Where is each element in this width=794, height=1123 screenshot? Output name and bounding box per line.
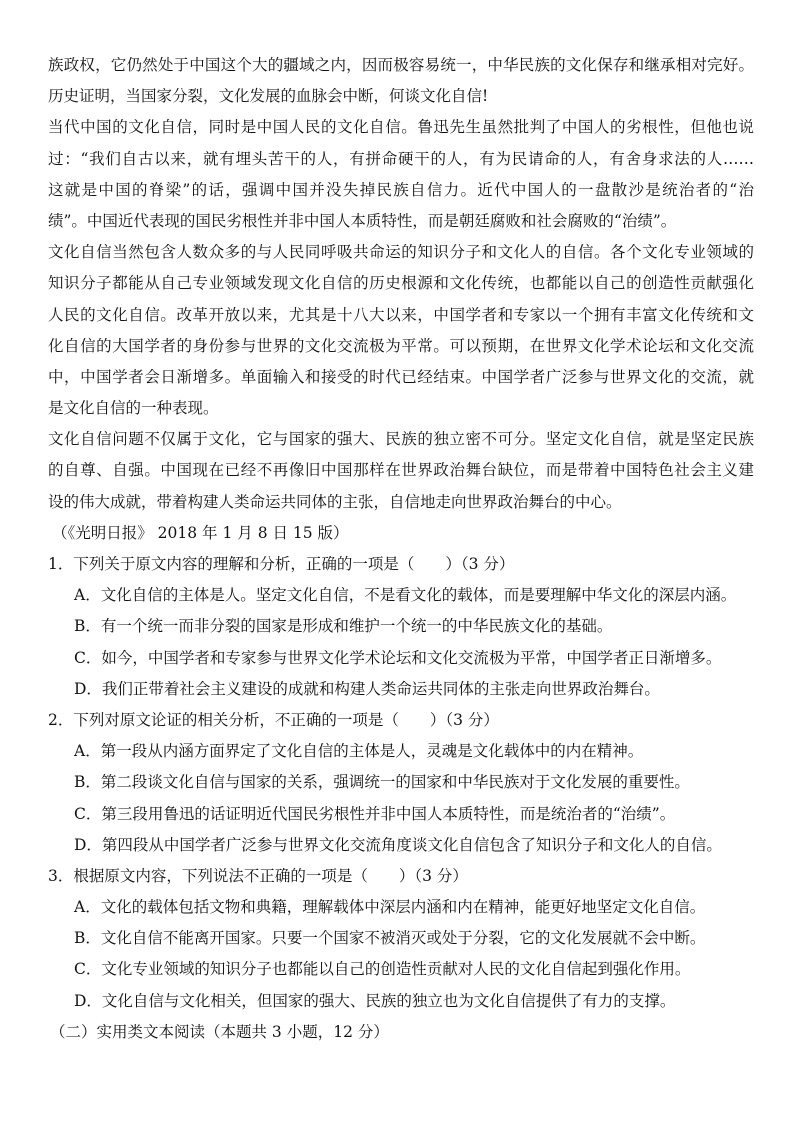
question-2-option-b[interactable]: B．第二段谈文化自信与国家的关系，强调统一的国家和中华民族对于文化发展的重要性。 — [74, 773, 690, 792]
passage-line: 中，中国学者会日渐增多。单面输入和接受的时代已经结束。中国学者广泛参与世界文化的交流，就 — [48, 367, 754, 386]
question-2-option-d[interactable]: D．第四段从中国学者广泛参与世界文化交流角度谈文化自信包含了知识分子和文化人的自信。 — [74, 835, 722, 854]
question-3-option-a[interactable]: A．文化的载体包括文物和典籍，理解载体中深层内涵和内在精神，能更好地坚定文化自信。 — [74, 898, 706, 917]
passage-line: 设的伟大成就，带着构建人类命运共同体的主张，自信地走向世界政治舞台的中心。 — [48, 492, 622, 511]
passage-line: 历史证明，当国家分裂，文化发展的血脉会中断，何谈文化自信! — [48, 87, 489, 106]
question-2-option-c[interactable]: C．第三段用鲁迅的话证明近代国民劣根性并非中国人本质特性，而是统治者的“治绩”。 — [74, 804, 676, 823]
question-1-option-c[interactable]: C．如今，中国学者和专家参与世界文化学术论坛和文化交流极为平常，中国学者正日渐增多。 — [74, 648, 722, 667]
question-3-option-d[interactable]: D．文化自信与文化相关，但国家的强大、民族的独立也为文化自信提供了有力的支撑。 — [74, 991, 676, 1010]
question-2-option-a[interactable]: A．第一段从内涵方面界定了文化自信的主体是人，灵魂是文化载体中的内在精神。 — [74, 742, 644, 761]
question-3-option-c[interactable]: C．文化专业领域的知识分子也都能以自己的创造性贡献对人民的文化自信起到强化作用。 — [74, 960, 691, 979]
passage-line: 过：“我们自古以来，就有埋头苦干的人，有拼命硬干的人，有为民请命的人，有舍身求法的人…… — [48, 149, 754, 168]
passage-line: 这就是中国的脊梁”的话，强调中国并没失掉民族自信力。近代中国人的一盘散沙是统治者的“治 — [48, 180, 754, 199]
section-heading: （二）实用类文本阅读（本题共 3 小题，12 分） — [50, 1022, 389, 1041]
passage-line: 绩”。中国近代表现的国民劣根性并非中国人本质特性，而是朝廷腐败和社会腐败的“治绩”。 — [48, 211, 677, 230]
passage-line: 族政权，它仍然处于中国这个大的疆域之内，因而极容易统一，中华民族的文化保存和继承相对完好。 — [48, 56, 754, 74]
question-stem-2: 2．下列对原文论证的相关分析，不正确的一项是（ ）（3 分） — [48, 710, 499, 729]
passage-line: 的自尊、自强。中国现在已经不再像旧中国那样在世界政治舞台缺位，而是带着中国特色社会主义建 — [48, 461, 754, 480]
passage-line: 知识分子都能从自己专业领域发现文化自信的历史根源和文化传统，也都能以自己的创造性贡献强化 — [48, 274, 754, 293]
passage-line: 是文化自信的一种表现。 — [48, 399, 219, 418]
passage-line: 当代中国的文化自信，同时是中国人民的文化自信。鲁迅先生虽然批判了中国人的劣根性，但他也说 — [48, 118, 754, 137]
question-stem-1: 1．下列关于原文内容的理解和分析，正确的一项是（ ）（3 分） — [48, 555, 515, 573]
passage-source: （《光明日报》 2018 年 1 月 8 日 15 版） — [52, 523, 349, 542]
passage-line: 人民的文化自信。改革开放以来，尤其是十八大以来，中国学者和专家以一个拥有丰富文化传统和文 — [48, 305, 754, 324]
passage-line: 文化自信当然包含人数众多的与人民同呼吸共命运的知识分子和文化人的自信。各个文化专业领域的 — [48, 243, 754, 262]
question-1-option-a[interactable]: A．文化自信的主体是人。坚定文化自信，不是看文化的载体，而是要理解中华文化的深层内涵。 — [74, 586, 737, 605]
question-1-option-d[interactable]: D．我们正带着社会主义建设的成就和构建人类命运共同体的主张走向世界政治舞台。 — [74, 679, 660, 698]
passage-line: 文化自信问题不仅属于文化，它与国家的强大、民族的独立密不可分。坚定文化自信，就是坚定民族 — [48, 430, 754, 449]
question-stem-3: 3．根据原文内容，下列说法不正确的一项是（ ）（3 分） — [48, 866, 468, 885]
document-body — [48, 50, 754, 1048]
question-1-option-b[interactable]: B．有一个统一而非分裂的国家是形成和维护一个统一的中华民族文化的基础。 — [74, 617, 613, 636]
passage-line: 化自信的大国学者的身份参与世界的文化交流极为平常。可以预期，在世界文化学术论坛和文化交流 — [48, 336, 754, 355]
question-3-option-b[interactable]: B．文化自信不能离开国家。只要一个国家不被消灭或处于分裂，它的文化发展就不会中断。 — [74, 929, 706, 948]
